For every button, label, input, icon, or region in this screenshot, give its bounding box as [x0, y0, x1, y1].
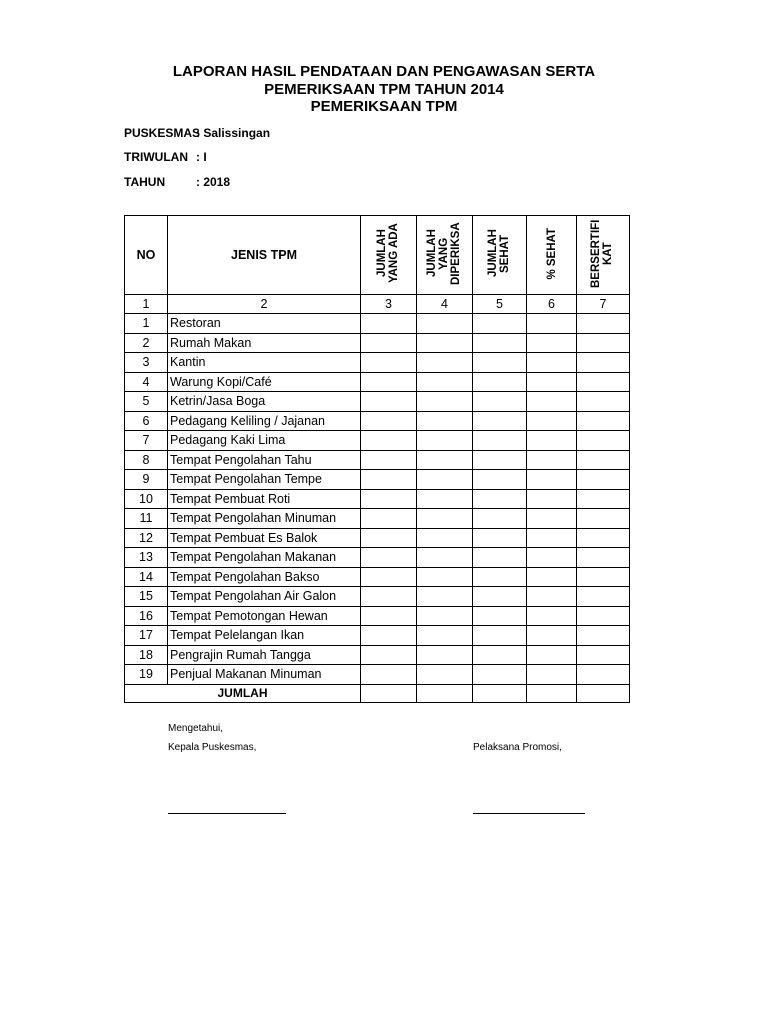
row-value-cell [473, 548, 527, 568]
row-value-cell [527, 645, 577, 665]
column-number: 4 [417, 295, 473, 314]
row-value-cell [361, 587, 417, 607]
row-value-cell [577, 528, 630, 548]
row-value-cell [417, 450, 473, 470]
row-value-cell [361, 528, 417, 548]
signature-left-title: Kepala Puskesmas, [168, 742, 257, 753]
table-row [125, 392, 630, 412]
row-value-cell [473, 450, 527, 470]
table-row [125, 567, 630, 587]
row-value-cell [527, 431, 577, 451]
row-jenis-tpm: Tempat Pengolahan Bakso [168, 567, 361, 587]
row-value-cell [577, 392, 630, 412]
row-value-cell [361, 431, 417, 451]
row-value-cell [577, 606, 630, 626]
column-number: 2 [168, 295, 361, 314]
column-number: 5 [473, 295, 527, 314]
row-value-cell [527, 372, 577, 392]
row-value-cell [417, 489, 473, 509]
row-value-cell [527, 314, 577, 334]
row-value-cell [577, 489, 630, 509]
row-value-cell [361, 645, 417, 665]
table-row [125, 509, 630, 529]
row-jenis-tpm: Restoran [168, 314, 361, 334]
row-value-cell [473, 431, 527, 451]
signature-mengetahui: Mengetahui, [168, 723, 224, 734]
header-jumlah-ada-label: JUMLAH YANG ADA [375, 223, 400, 284]
row-value-cell [417, 353, 473, 373]
row-value-cell [577, 470, 630, 490]
report-title-line2: PEMERIKSAAN TPM TAHUN 2014 [264, 81, 504, 98]
row-jenis-tpm: Pengrajin Rumah Tangga [168, 645, 361, 665]
header-persen-sehat-label: % SEHAT [545, 227, 558, 280]
row-value-cell [361, 665, 417, 685]
row-value-cell [473, 392, 527, 412]
row-value-cell [577, 587, 630, 607]
total-cell [527, 684, 577, 702]
table-row [125, 489, 630, 509]
row-value-cell [527, 489, 577, 509]
row-number: 9 [125, 470, 168, 490]
row-value-cell [527, 411, 577, 431]
row-value-cell [417, 411, 473, 431]
row-value-cell [527, 567, 577, 587]
row-value-cell [527, 470, 577, 490]
row-jenis-tpm: Pedagang Kaki Lima [168, 431, 361, 451]
row-value-cell [577, 645, 630, 665]
row-number: 14 [125, 567, 168, 587]
table-row [125, 372, 630, 392]
signature-line-right [473, 813, 585, 814]
row-value-cell [473, 411, 527, 431]
row-value-cell [361, 606, 417, 626]
row-value-cell [527, 528, 577, 548]
row-number: 16 [125, 606, 168, 626]
row-value-cell [361, 314, 417, 334]
row-value-cell [417, 333, 473, 353]
row-value-cell [577, 411, 630, 431]
row-value-cell [361, 333, 417, 353]
row-value-cell [361, 353, 417, 373]
row-value-cell [417, 587, 473, 607]
row-number: 13 [125, 548, 168, 568]
table-row [125, 606, 630, 626]
row-value-cell [473, 645, 527, 665]
row-jenis-tpm: Pedagang Keliling / Jajanan [168, 411, 361, 431]
header-jumlah-sehat [473, 216, 527, 295]
row-number: 4 [125, 372, 168, 392]
row-value-cell [527, 665, 577, 685]
row-number: 11 [125, 509, 168, 529]
row-value-cell [417, 548, 473, 568]
row-value-cell [577, 372, 630, 392]
row-value-cell [527, 392, 577, 412]
row-value-cell [473, 587, 527, 607]
row-value-cell [577, 509, 630, 529]
tahun-value: : 2018 [196, 175, 231, 189]
row-value-cell [577, 548, 630, 568]
row-number: 19 [125, 665, 168, 685]
row-value-cell [417, 392, 473, 412]
info-tahun [124, 175, 230, 189]
row-jenis-tpm: Tempat Pengolahan Tempe [168, 470, 361, 490]
row-value-cell [417, 626, 473, 646]
row-jenis-tpm: Tempat Pengolahan Minuman [168, 509, 361, 529]
row-number: 2 [125, 333, 168, 353]
row-value-cell [473, 528, 527, 548]
row-number: 7 [125, 431, 168, 451]
row-value-cell [527, 626, 577, 646]
row-number: 18 [125, 645, 168, 665]
triwulan-label: TRIWULAN [124, 150, 188, 164]
row-jenis-tpm: Tempat Pengolahan Makanan [168, 548, 361, 568]
info-puskesmas [124, 126, 270, 140]
row-value-cell [527, 509, 577, 529]
row-value-cell [417, 665, 473, 685]
row-number: 17 [125, 626, 168, 646]
row-jenis-tpm: Tempat Pembuat Roti [168, 489, 361, 509]
table-row [125, 665, 630, 685]
row-number: 6 [125, 411, 168, 431]
row-value-cell [577, 333, 630, 353]
table-row [125, 548, 630, 568]
row-value-cell [473, 665, 527, 685]
row-value-cell [417, 528, 473, 548]
row-value-cell [361, 411, 417, 431]
column-number: 3 [361, 295, 417, 314]
row-jenis-tpm: Tempat Pembuat Es Balok [168, 528, 361, 548]
row-value-cell [577, 665, 630, 685]
triwulan-value: : I [196, 150, 207, 164]
row-jenis-tpm: Warung Kopi/Café [168, 372, 361, 392]
row-value-cell [417, 567, 473, 587]
table-header-row [125, 216, 630, 295]
header-jumlah-sehat-label: JUMLAH SEHAT [486, 229, 511, 278]
header-jumlah-diperiksa [417, 216, 473, 295]
row-value-cell [473, 314, 527, 334]
header-bersertifikat-label: BERSERTIFI KAT [590, 219, 614, 288]
table-row [125, 528, 630, 548]
row-value-cell [361, 626, 417, 646]
row-value-cell [473, 372, 527, 392]
total-label: JUMLAH [125, 684, 361, 702]
tpm-table [124, 215, 630, 703]
table-row [125, 470, 630, 490]
row-value-cell [417, 509, 473, 529]
row-number: 8 [125, 450, 168, 470]
header-no: NO [125, 216, 168, 295]
total-cell [361, 684, 417, 702]
column-number: 1 [125, 295, 168, 314]
row-value-cell [417, 606, 473, 626]
row-value-cell [527, 333, 577, 353]
total-cell [577, 684, 630, 702]
row-jenis-tpm: Penjual Makanan Minuman [168, 665, 361, 685]
row-value-cell [577, 353, 630, 373]
row-value-cell [527, 353, 577, 373]
row-value-cell [577, 450, 630, 470]
row-value-cell [473, 489, 527, 509]
row-number: 15 [125, 587, 168, 607]
row-value-cell [527, 548, 577, 568]
column-number: 7 [577, 295, 630, 314]
table-row [125, 431, 630, 451]
row-jenis-tpm: Tempat Pengolahan Air Galon [168, 587, 361, 607]
row-value-cell [417, 645, 473, 665]
column-number-row [125, 295, 630, 314]
total-cell [473, 684, 527, 702]
report-title-line1: LAPORAN HASIL PENDATAAN DAN PENGAWASAN SERTA [172, 63, 596, 80]
table-row [125, 587, 630, 607]
row-value-cell [577, 431, 630, 451]
row-value-cell [361, 470, 417, 490]
row-value-cell [527, 587, 577, 607]
row-value-cell [473, 567, 527, 587]
info-triwulan [124, 150, 207, 164]
table-row [125, 626, 630, 646]
table-row [125, 645, 630, 665]
header-bersertifikat [577, 216, 630, 295]
table-row [125, 314, 630, 334]
puskesmas-value: : Salissingan [196, 126, 271, 140]
header-jumlah-ada [361, 216, 417, 295]
signature-right-title: Pelaksana Promosi, [473, 742, 562, 753]
signature-line-left [168, 813, 286, 814]
row-number: 3 [125, 353, 168, 373]
total-cell [417, 684, 473, 702]
row-jenis-tpm: Tempat Pelelangan Ikan [168, 626, 361, 646]
table-row [125, 450, 630, 470]
row-value-cell [361, 450, 417, 470]
tahun-label: TAHUN [124, 175, 166, 189]
column-number: 6 [527, 295, 577, 314]
row-value-cell [473, 353, 527, 373]
row-value-cell [417, 314, 473, 334]
row-value-cell [361, 372, 417, 392]
row-jenis-tpm: Tempat Pengolahan Tahu [168, 450, 361, 470]
puskesmas-label: PUSKESMAS [124, 126, 201, 140]
row-value-cell [361, 567, 417, 587]
header-jenis-tpm: JENIS TPM [168, 216, 361, 295]
row-value-cell [527, 450, 577, 470]
row-value-cell [473, 470, 527, 490]
row-number: 5 [125, 392, 168, 412]
row-value-cell [417, 372, 473, 392]
table-row [125, 353, 630, 373]
row-number: 12 [125, 528, 168, 548]
row-value-cell [473, 509, 527, 529]
header-persen-sehat [527, 216, 577, 295]
row-jenis-tpm: Tempat Pemotongan Hewan [168, 606, 361, 626]
row-jenis-tpm: Rumah Makan [168, 333, 361, 353]
row-value-cell [361, 509, 417, 529]
header-jumlah-diperiksa-label: JUMLAH YANG DIPERIKSA [425, 222, 462, 285]
report-title-line3: PEMERIKSAAN TPM [310, 98, 458, 115]
table-body [125, 314, 630, 685]
row-value-cell [417, 431, 473, 451]
row-number: 10 [125, 489, 168, 509]
row-value-cell [577, 567, 630, 587]
table-row [125, 411, 630, 431]
row-value-cell [473, 333, 527, 353]
table-row [125, 333, 630, 353]
row-value-cell [417, 470, 473, 490]
row-value-cell [361, 548, 417, 568]
row-value-cell [577, 314, 630, 334]
row-value-cell [473, 626, 527, 646]
row-value-cell [361, 392, 417, 412]
row-jenis-tpm: Ketrin/Jasa Boga [168, 392, 361, 412]
row-value-cell [577, 626, 630, 646]
row-value-cell [361, 489, 417, 509]
row-jenis-tpm: Kantin [168, 353, 361, 373]
row-number: 1 [125, 314, 168, 334]
row-value-cell [527, 606, 577, 626]
total-row [125, 684, 630, 702]
row-value-cell [473, 606, 527, 626]
